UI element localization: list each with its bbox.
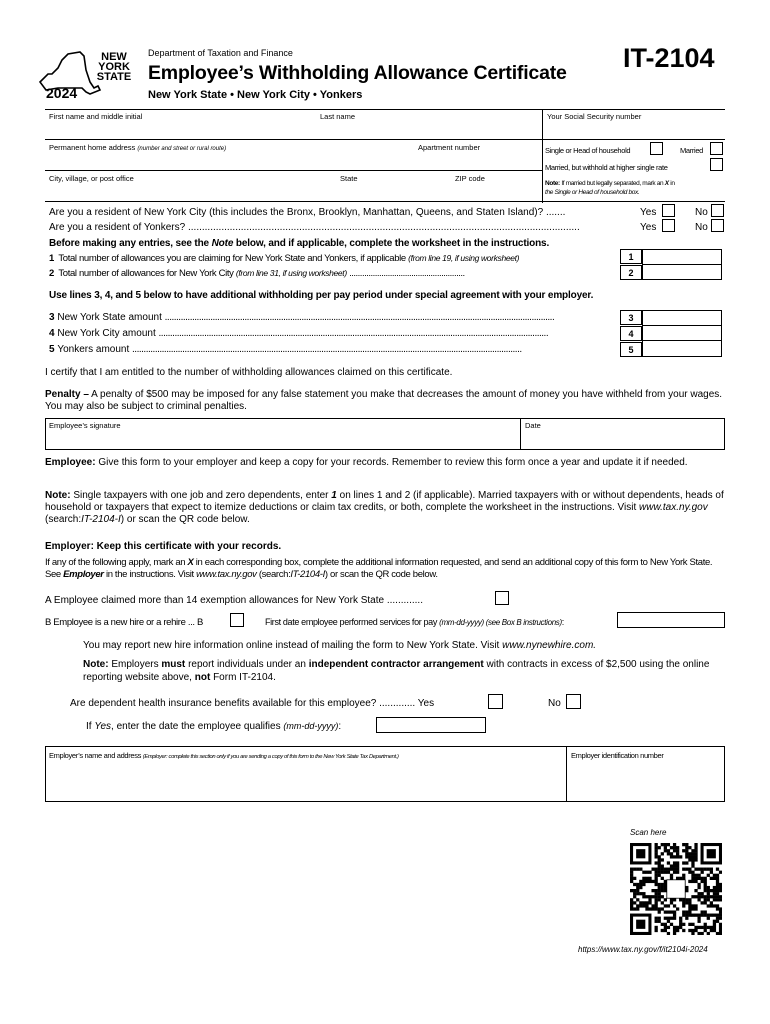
line-2: 2 Total number of allowances for New York City (from line 31, if using worksheet) ...................................................... xyxy=(49,268,465,279)
married-higher-checkbox[interactable] xyxy=(710,158,723,171)
health-insurance-question: Are dependent health insurance benefits available for this employee? ............. Yes xyxy=(70,698,435,709)
employer-heading: Employer: Keep this certificate with your records. xyxy=(45,541,282,552)
health-no-checkbox[interactable] xyxy=(566,694,581,709)
line-3-number-box: 3 xyxy=(620,310,642,325)
box-a-checkbox[interactable] xyxy=(495,591,509,605)
additional-withholding-heading: Use lines 3, 4, and 5 below to have additional withholding per pay period under special agreement with your employer. xyxy=(49,290,594,301)
employee-instructions: Employee: Give this form to your employer and keep a copy for your records. Remember to review this form once a year and update it if needed. xyxy=(45,457,688,468)
health-yes-checkbox[interactable] xyxy=(488,694,503,709)
qr-code-icon[interactable] xyxy=(630,843,722,935)
line-1-number-box: 1 xyxy=(620,249,642,264)
penalty-text: Penalty – A penalty of $500 may be imposed for any false statement you make that decreases the amount of money you have withheld from your wages. You may also be subject to criminal penalties. xyxy=(45,389,723,412)
yonkers-yes-label: Yes xyxy=(640,222,657,233)
nyc-yes-label: Yes xyxy=(640,207,657,218)
married-higher-label: Married, but withhold at higher single rate xyxy=(545,163,668,172)
married-label: Married xyxy=(680,146,703,155)
zip-field[interactable]: ZIP code xyxy=(455,174,485,183)
line-5: 5 Yonkers amount ........................................................................................................................................................................... xyxy=(49,344,522,355)
married-checkbox[interactable] xyxy=(710,142,723,155)
address-label: Permanent home address xyxy=(49,143,136,152)
department-name: Department of Taxation and Finance xyxy=(148,48,293,58)
nyc-no-checkbox[interactable] xyxy=(711,204,724,217)
certification-text: I certify that I am entitled to the number of withholding allowances claimed on this certificate. xyxy=(45,367,453,378)
line-4: 4 New York City amount ........................................................................................................................................................................... xyxy=(49,328,549,339)
ein-field[interactable] xyxy=(566,746,725,802)
apartment-field[interactable]: Apartment number xyxy=(418,143,481,152)
page-title: Employee’s Withholding Allowance Certificate xyxy=(148,62,567,84)
marital-note: Note: If married but legally separated, mark an X in the Single or Head of household box. xyxy=(545,180,675,196)
box-b-first-date-label: First date employee performed services for pay (mm-dd-yyyy) (see Box B instructions): xyxy=(265,617,564,627)
qualify-date-input[interactable] xyxy=(376,717,486,733)
page-subtitle: New York State • New York City • Yonkers xyxy=(148,89,363,101)
line-2-number-box: 2 xyxy=(620,265,642,280)
single-label: Single or Head of household xyxy=(545,146,631,155)
line-5-amount-input[interactable] xyxy=(642,340,722,357)
last-name-field[interactable]: Last name xyxy=(320,112,356,121)
box-b-checkbox[interactable] xyxy=(230,613,244,627)
allowances-instruction: Before making any entries, see the Note below, and if applicable, complete the worksheet in the instructions. xyxy=(49,238,550,249)
city-field[interactable]: City, village, or post office xyxy=(49,174,134,183)
employee-note: Note: Single taxpayers with one job and zero dependents, enter 1 on lines 1 and 2 (if applicable). Married taxpayers with or without dependents, heads of household or taxpayers that expect to itemize deductions or claim tax credits, or both, complete the worksheet in the instructions. Visit www.tax.ny.gov (search:IT-2104-I) or scan the QR code below. xyxy=(45,490,724,525)
address-hint: (number and street or rural route) xyxy=(137,146,227,152)
line-3-amount-input[interactable] xyxy=(642,310,722,325)
employer-name-address-field[interactable] xyxy=(45,746,567,802)
health-no-label: No xyxy=(548,698,561,709)
date-field[interactable] xyxy=(520,418,725,450)
line-3: 3 New York State amount ........................................................................................................................................................................... xyxy=(49,312,555,323)
nyc-yes-checkbox[interactable] xyxy=(662,204,675,217)
yonkers-resident-question: Are you a resident of Yonkers? ............................................................................................................................................. xyxy=(49,222,580,233)
first-name-field[interactable]: First name and middle initial xyxy=(49,112,143,121)
state-field[interactable]: State xyxy=(340,174,358,183)
line-4-number-box: 4 xyxy=(620,326,642,341)
line-4-amount-input[interactable] xyxy=(642,325,722,340)
independent-contractor-note: Note: Employers must report individuals under an independent contractor arrangement with contracts in excess of $2,500 using the online reporting website above, not Form IT-2104. xyxy=(83,659,710,683)
ny-state-logo-text: NEW YORK STATE xyxy=(96,51,132,83)
form-year: 2024 xyxy=(46,85,78,101)
scan-here-label: Scan here xyxy=(630,828,667,837)
new-hire-report-text: You may report new hire information online instead of mailing the form to New York State. Visit www.nynewhire.com. xyxy=(83,640,597,651)
employer-instructions: If any of the following apply, mark an X in each corresponding box, complete the additional information requested, and send an additional copy of this form to New York State. See Employer in the instructions. Visit www.tax.ny.gov (search:IT-2104-I) or scan the QR code below. xyxy=(45,557,713,580)
yonkers-no-label: No xyxy=(695,222,708,233)
single-checkbox[interactable] xyxy=(650,142,663,155)
address-field[interactable] xyxy=(49,143,226,152)
form-number: IT-2104 xyxy=(623,43,715,73)
footer-url[interactable]: https://www.tax.ny.gov/f/it2104i-2024 xyxy=(578,945,708,954)
date-label: Date xyxy=(525,421,541,430)
nyc-resident-question: Are you a resident of New York City (this includes the Bronx, Brooklyn, Manhattan, Queens, and Staten Island)? ....... xyxy=(49,207,566,218)
yonkers-yes-checkbox[interactable] xyxy=(662,219,675,232)
nyc-no-label: No xyxy=(695,207,708,218)
qualify-date-label: If Yes, enter the date the employee qualifies (mm-dd-yyyy): xyxy=(86,721,342,732)
employer-name-label: Employer’s name and address (Employer: complete this section only if you are sending a copy of this form to the New York State Tax Department.) xyxy=(49,751,399,760)
signature-field[interactable] xyxy=(45,418,521,450)
yonkers-no-checkbox[interactable] xyxy=(711,219,724,232)
box-b-text: B Employee is a new hire or a rehire ... B xyxy=(45,617,203,628)
first-date-input[interactable] xyxy=(617,612,725,628)
ein-label: Employer identification number xyxy=(571,751,664,760)
line-1: 1 Total number of allowances you are claiming for New York State and Yonkers, if applicable (from line 19, if using worksheet) xyxy=(49,253,520,264)
box-a-text: A Employee claimed more than 14 exemption allowances for New York State ............. xyxy=(45,595,423,606)
line-5-number-box: 5 xyxy=(620,342,642,357)
signature-label: Employee’s signature xyxy=(49,421,121,430)
ssn-field[interactable]: Your Social Security number xyxy=(547,112,642,121)
